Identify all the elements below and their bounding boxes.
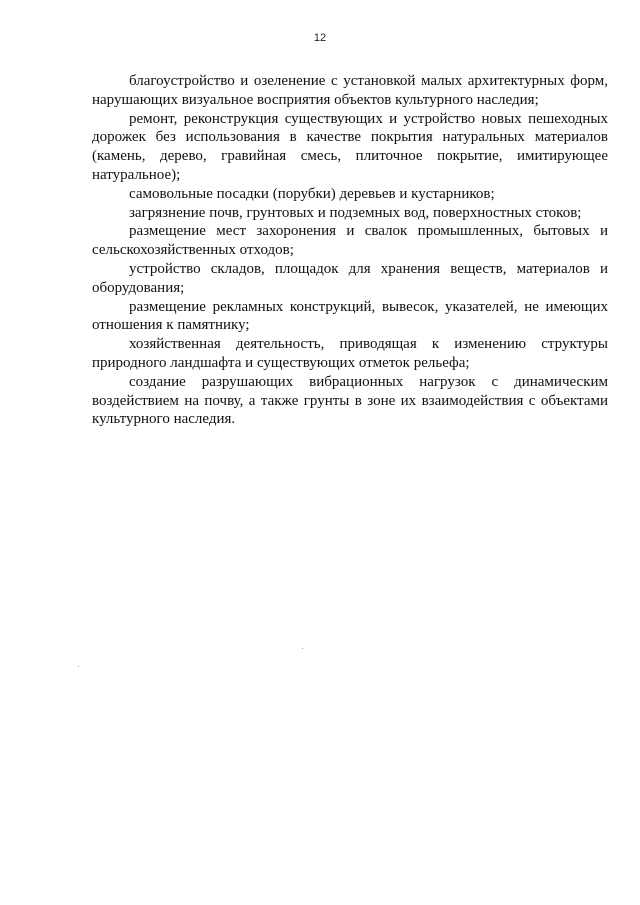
page-number: 12 bbox=[313, 32, 327, 44]
paragraph-footpath-repair: ремонт, реконструкция существующих и устройство новых пешеходных дорожек без использования в качестве покрытия натуральных материалов (камень, дерево, гравийная смесь, плиточное покрытие, имитирующее натуральное); bbox=[92, 110, 608, 183]
paragraph-warehouses: устройство складов, площадок для хранения веществ, материалов и оборудования; bbox=[92, 260, 608, 296]
paragraph-vibration-loads: создание разрушающих вибрационных нагрузок с динамическим воздействием на почву, а также грунты в зоне их взаимодействия с объектами культурного наследия. bbox=[92, 373, 608, 428]
paragraph-waste-disposal: размещение мест захоронения и свалок промышленных, бытовых и сельскохозяйственных отходов; bbox=[92, 223, 608, 259]
paragraph-soil-pollution: загрязнение почв, грунтовых и подземных вод, поверхностных стоков; bbox=[129, 204, 582, 221]
document-body bbox=[92, 72, 608, 429]
paragraph-economic-activity: хозяйственная деятельность, приводящая к изменению структуры природного ландшафта и существующих отметок рельефа; bbox=[92, 336, 608, 371]
scan-speck bbox=[302, 648, 303, 649]
paragraph-advertising: размещение рекламных конструкций, вывесок, указателей, не имеющих отношения к памятнику; bbox=[92, 298, 608, 334]
paragraph-tree-planting: самовольные посадки (порубки) деревьев и кустарников; bbox=[129, 185, 495, 202]
paragraph-landscaping: благоустройство и озеленение с установкой малых архитектурных форм, нарушающих визуальное восприятия объектов культурного наследия; bbox=[92, 73, 608, 108]
scan-speck bbox=[78, 666, 79, 667]
